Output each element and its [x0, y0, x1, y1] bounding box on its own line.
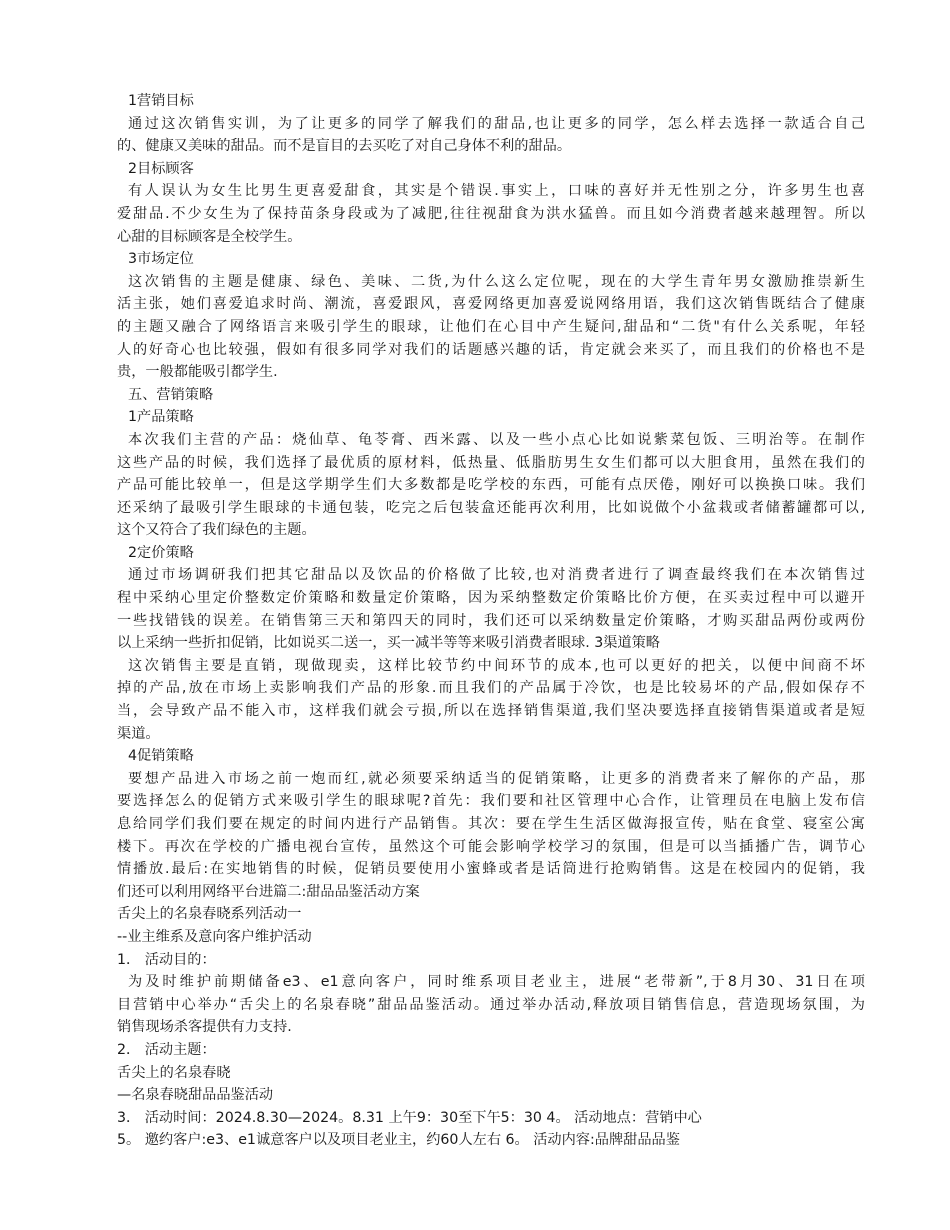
text-line: 3． 活动时间：2024.8.30—2024。8.31 上午9：30至下午5：30 4。 活动地点：营销中心 [117, 1109, 702, 1126]
text-line: 以上采纳一些折扣促销，比如说买二送一，买一减半等等来吸引消费者眼球. 3渠道策略 [117, 635, 660, 652]
text-line: 目营销中心举办“舌尖上的名泉春晓”甜品品鉴活动。通过举办活动,释放项目销售信息，营造现场氛围，为 [117, 996, 865, 1013]
text-line: 掉的产品,放在市场上卖影响我们产品的形象.而且我们的产品属于冷饮，也是比较易坏的产品,假如保存不 [117, 680, 865, 697]
text-line: --业主维系及意向客户维护活动 [117, 928, 312, 945]
text-line: 活主张，她们喜爱追求时尚、潮流，喜爱跟风，喜爱网络更加喜爱说网络用语，我们这次销售既结合了健康 [117, 296, 865, 313]
text-line: 一些找错钱的误差。在销售第三天和第四天的同时，我们还可以采纳数量定价策略，才购买甜品两份或两份 [117, 612, 865, 629]
text-line: 要选择怎么的促销方式来吸引学生的眼球呢?首先：我们要和社区管理中心合作，让管理员在电脑上发布信 [117, 793, 865, 810]
text-line: 的主题又融合了网络语言来吸引学生的眼球，让他们在心目中产生疑问,甜品和“二货"有什么关系呢，年轻 [117, 318, 865, 335]
text-line: 渠道。 [117, 725, 160, 742]
text-line: 2． 活动主题： [117, 1041, 216, 1058]
text-line: 舌尖上的名泉春晓 [117, 1064, 231, 1081]
text-line: 销售现场杀客提供有力支持. [117, 1019, 292, 1036]
text-line: 程中采纳心里定价整数定价策略和数量定价策略，因为采纳整数定价策略比价方便，在买卖过程中可以避开 [117, 590, 865, 607]
text-line: 五、营销策略 [128, 386, 214, 403]
text-line: 贵，一般都能吸引都学生. [117, 364, 278, 381]
text-line: 情播放.最后:在实地销售的时候，促销员要使用小蜜蜂或者是话筒进行抢购销售。这是在校园内的促销，我 [117, 861, 865, 878]
text-line: 1产品策略 [128, 409, 194, 426]
text-line: 为及时维护前期储备e3、e1意向客户，同时维系项目老业主，进展“老带新”,于8月30、31日在项 [128, 974, 865, 991]
text-line: 还采纳了最吸引学生眼球的卡通包装，吃完之后包装盒还能再次利用，比如说做个小盆栽或者储蓄罐都可以, [117, 499, 865, 516]
text-line: 通过这次销售实训，为了让更多的同学了解我们的甜品,也让更多的同学，怎么样去选择一款适合自己 [128, 115, 865, 132]
text-line: 5。 邀约客户:e3、e1诚意客户以及项目老业主，约60人左右 6。 活动内容:品牌甜品品鉴 [117, 1132, 680, 1149]
text-line: 当，会导致产品不能入市，这样我们就会亏损,所以在选择销售渠道,我们坚决要选择直接销售渠道或者是短 [117, 703, 865, 720]
text-line: 舌尖上的名泉春晓系列活动一 [117, 906, 302, 923]
text-line: —名泉春晓甜品品鉴活动 [117, 1087, 274, 1104]
text-line: 们还可以利用网络平台进篇二:甜品品鉴活动方案 [117, 883, 420, 900]
text-line: 要想产品进入市场之前一炮而红,就必须要采纳适当的促销策略，让更多的消费者来了解你的产品，那 [128, 770, 865, 787]
text-line: 息给同学们我们要在规定的时间内进行产品销售。其次：要在学生生活区做海报宣传，贴在食堂、寝室公寓 [117, 816, 865, 832]
text-line: 3市场定位 [128, 251, 194, 268]
text-line: 本次我们主营的产品：烧仙草、龟苓膏、西米露、以及一些小点心比如说紫菜包饭、三明治等。在制作 [128, 431, 865, 448]
text-line: 心甜的目标顾客是全校学生。 [117, 228, 302, 245]
text-line: 这次销售主要是直销，现做现卖，这样比较节约中间环节的成本,也可以更好的把关，以便中间商不坏 [128, 657, 865, 674]
text-line: 楼下。再次在学校的广播电视台宣传，虽然这个可能会影响学校学习的氛围，但是可以当插播广告，调节心 [117, 838, 865, 855]
text-line: 1营销目标 [128, 93, 194, 109]
text-line: 这个又符合了我们绿色的主题。 [117, 522, 316, 539]
text-line: 的、健康又美味的甜品。而不是盲目的去买吃了对自己身体不利的甜品。 [117, 138, 572, 155]
text-line: 爱甜品.不少女生为了保持苗条身段或为了减肥,往往视甜食为洪水猛兽。而且如今消费者越来越理智。所以 [117, 205, 865, 222]
text-line: 有人误认为女生比男生更喜爱甜食，其实是个错误.事实上，口味的喜好并无性别之分，许多男生也喜 [128, 183, 865, 200]
text-line: 这次销售的主题是健康、绿色、美味、二货,为什么这么定位呢，现在的大学生青年男女激励推崇新生 [128, 273, 865, 290]
text-line: 4促销策略 [128, 748, 194, 765]
text-line: 1． 活动目的： [117, 951, 216, 968]
text-line: 2定价策略 [128, 544, 194, 561]
text-line: 这些产品的时候，我们选择了最优质的原材料，低热量、低脂肪男生女生们都可以大胆食用，虽然在我们的 [117, 454, 865, 471]
text-line: 人的好奇心也比较强，假如有很多同学对我们的话题感兴趣的话，肯定就会来买了，而且我们的价格也不是 [117, 341, 865, 358]
text-line: 2目标顾客 [128, 160, 194, 177]
text-line: 通过市场调研我们把其它甜品以及饮品的价格做了比较,也对消费者进行了调查最终我们在本次销售过 [128, 567, 865, 584]
document-body [117, 90, 865, 1152]
text-line: 产品可能比较单一，但是这学期学生们大多数都是吃学校的东西，可能有点厌倦，刚好可以换换口味。我们 [117, 477, 865, 494]
